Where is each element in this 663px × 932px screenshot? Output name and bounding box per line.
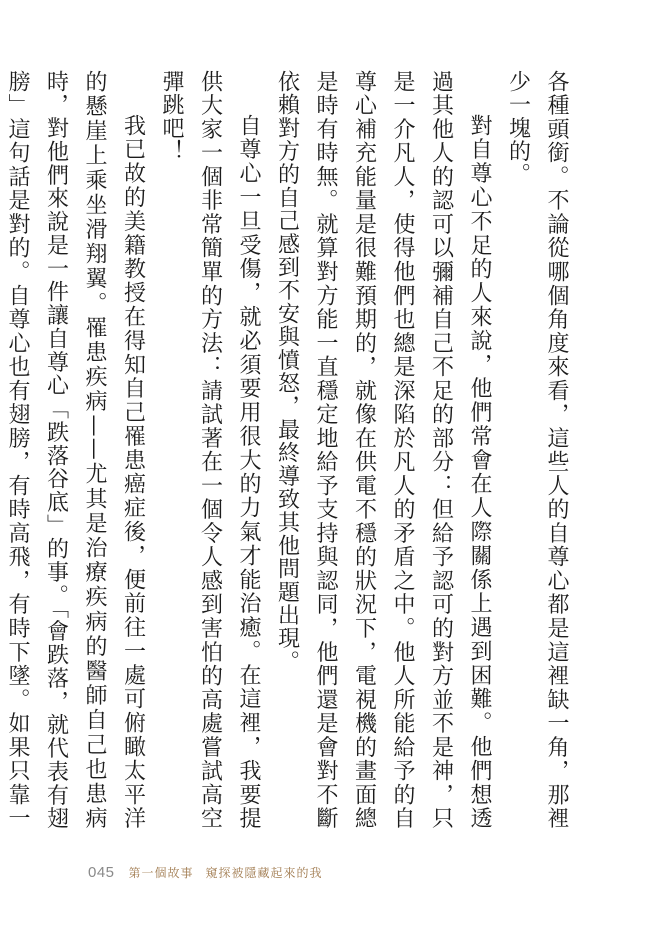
page-number: 045 — [88, 863, 115, 881]
paragraph-1: 各種頭銜。不論從哪個角度來看，這些人的自尊心都是這裡缺一角，那裡少一塊的。 — [505, 70, 569, 830]
vertical-text-block — [5, 70, 575, 830]
paragraph-4: 我已故的美籍教授在得知自己罹患癌症後，便前往一處可俯瞰太平洋的懸崖上乘坐滑翔翼。罹患疾病——尤其是治療疾病的醫師自己也患病時，對他們來說是一件讓自尊心「跌落谷底」的事。「會跌落，就代表有翅膀」這句話是對的。自尊心也有翅膀，有時高飛，有時下墜。如果只靠一 — [5, 70, 146, 830]
chapter-title: 窺探被隱藏起來的我 — [205, 865, 323, 880]
paragraph-2: 對自尊心不足的人來說，他們常會在人際關係上遇到困難。他們想透過其他人的認可以彌補自己不足的部分：但給予認可的對方並不是神，只是一介凡人，使得他們也總是深陷於凡人的矛盾之中。他人所能給予的自尊心補充能量是很難預期的，就像在供電不穩的狀況下，電視機的畫面總是時有時無。就算對方能一直穩定地給予支持與認同，他們還是會對不斷依賴對方的自己感到不安與憤怒，最終導致其他問題出現。 — [274, 70, 492, 830]
chapter-label: 第一個故事 — [128, 865, 194, 880]
page-footer — [88, 862, 323, 882]
paragraph-3: 自尊心一旦受傷，就必須要用很大的力氣才能治癒。在這裡，我要提供大家一個非常簡單的方法：請試著在一個令人感到害怕的高處嘗試高空彈跳吧！ — [159, 70, 261, 830]
